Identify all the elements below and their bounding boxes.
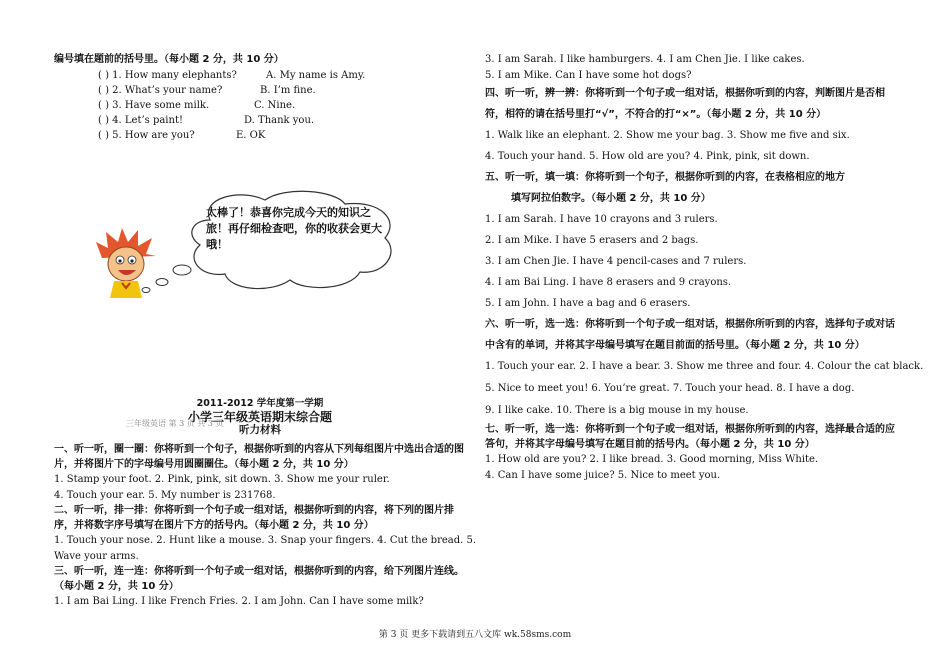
- section-line: 1. Stamp your foot. 2. Pink, pink, sit down. 3. Show me your ruler.: [54, 474, 390, 485]
- section-line: 5. Nice to meet you! 6. You’re great. 7. Touch your head. 8. I have a dog.: [485, 383, 855, 394]
- section-line: 1. I am Bai Ling. I like French Fries. 2. I am John. Can I have some milk?: [54, 596, 424, 607]
- section-line: 1. I am Sarah. I have 10 crayons and 3 rulers.: [485, 214, 718, 225]
- match-answer: A. My name is Amy.: [266, 69, 366, 81]
- match-answer: C. Nine.: [254, 99, 296, 111]
- section-2: [54, 503, 477, 564]
- section-3: [54, 564, 464, 610]
- title-block: [150, 397, 370, 437]
- section-4-heading: 四、听一听，辨一辨：你将听到一个句子或一组对话，根据你听到的内容，判断图片是否相符，相符的请在括号里打“√”，不符合的打“×”。（每小题 2 分，共 10 分）: [485, 88, 885, 120]
- section-line: 1. Touch your ear. 2. I have a bear. 3. Show me three and four. 4. Colour the cat black.: [485, 361, 924, 372]
- section-line: Wave your arms.: [54, 550, 139, 562]
- section-line: 4. Touch your hand. 5. How old are you? 4. Pink, pink, sit down.: [485, 151, 810, 162]
- match-question: ( ) 3. Have some milk.: [98, 99, 210, 111]
- section-heading: 二、听一听，排一排：你将听到一个句子或一组对话，根据你听到的内容，将下列的图片排序，并将数字序号填写在图片下方的括号内。（每小题 2 分，共 10 分）: [54, 505, 454, 531]
- section-5-heading-cont: 填写阿拉伯数字。（每小题 2 分，共 10 分）: [511, 193, 711, 204]
- matching-list: [54, 68, 464, 143]
- section-5-heading: 五、听一听，填一填：你将听到一个句子，根据你听到的内容，在表格相应的地方: [485, 172, 845, 183]
- section-heading: 一、听一听，圈一圈：你将听到一个句子，根据你听到的内容从下列每组图片中选出合适的图片，并将图片下的字母编号用圆圈圈住。（每小题 2 分，共 10 分）: [54, 444, 464, 470]
- left-sections: [54, 442, 477, 610]
- page-footer: 第 3 页 更多下载请到五八文库 wk.58sms.com: [378, 630, 572, 640]
- section-line: 1. Walk like an elephant. 2. Show me your bag. 3. Show me five and six.: [485, 130, 850, 141]
- section-line: 9. I like cake. 10. There is a big mouse in my house.: [485, 405, 749, 416]
- section-line: 3. I am Sarah. I like hamburgers. 4. I am Chen Jie. I like cakes.: [485, 54, 805, 65]
- section-line: 2. I am Mike. I have 5 erasers and 2 bags.: [485, 235, 699, 246]
- section-line: 1. How old are you? 2. I like bread. 3. Good morning, Miss White.: [485, 454, 819, 465]
- section-line: 4. Can I have some juice? 5. Nice to meet you.: [485, 469, 721, 481]
- section-6-heading: 六、听一听，选一选：你将听到一个句子或一组对话，根据你所听到的内容，选择句子或对话中含有的单词，并将其字母编号填写在题目前面的括号里。（每小题 2 分，共 10 分）: [485, 319, 895, 351]
- match-question: ( ) 5. How are you?: [98, 129, 195, 141]
- page-subtitle: 听力材料: [239, 424, 281, 436]
- left-column: [54, 52, 464, 143]
- section-line: 5. I am John. I have a bag and 6 erasers.: [485, 298, 691, 309]
- match-question: ( ) 1. How many elephants?: [98, 69, 237, 81]
- match-question: ( ) 4. Let’s paint!: [98, 114, 183, 126]
- section-line: 3. I am Chen Jie. I have 4 pencil-cases and 7 rulers.: [485, 256, 747, 267]
- match-answer: D. Thank you.: [244, 114, 315, 126]
- section-line: 4. Touch your ear. 5. My number is 231768.: [54, 489, 276, 501]
- section-line: 5. I am Mike. Can I have some hot dogs?: [485, 69, 692, 81]
- matching-intro: 编号填在题前的括号里。（每小题 2 分，共 10 分）: [54, 54, 284, 65]
- section-line: 4. I am Bai Ling. I have 8 erasers and 9 crayons.: [485, 277, 732, 288]
- match-row: [54, 113, 464, 128]
- section-7-heading: 七、听一听，选一选：你将听到一个句子或一组对话，根据你所听到的内容，选择最合适的应答句，并将其字母编号填写在题目前的括号内。（每小题 2 分，共 10 分）: [485, 424, 895, 450]
- match-row: [54, 98, 464, 113]
- match-answer: E. OK: [236, 129, 266, 141]
- section-line: 1. Touch your nose. 2. Hunt like a mouse. 3. Snap your fingers. 4. Cut the bread. 5.: [54, 535, 477, 546]
- section-1: [54, 442, 464, 503]
- match-row: [54, 68, 464, 83]
- match-answer: B. I’m fine.: [260, 84, 316, 96]
- match-row: [54, 83, 464, 98]
- school-year: 2011-2012 学年度第一学期: [196, 398, 324, 409]
- match-row: [54, 128, 464, 143]
- page-title: 小学三年级英语期末综合题: [187, 410, 332, 424]
- match-question: ( ) 2. What’s your name?: [98, 84, 223, 96]
- section-heading: 三、听一听，连一连：你将听到一个句子或一组对话，根据你听到的内容，给下列图片连线。（每小题 2 分，共 10 分）: [54, 566, 464, 592]
- bubble-text: 太棒了！恭喜你完成今天的知识之旅！再仔细检查吧，你的收获会更大哦！: [206, 206, 382, 251]
- right-column: [485, 52, 924, 483]
- cartoon-boy-icon: [92, 228, 158, 298]
- watermark-text: 三年级英语 第 3 页 共 3 页: [126, 419, 224, 428]
